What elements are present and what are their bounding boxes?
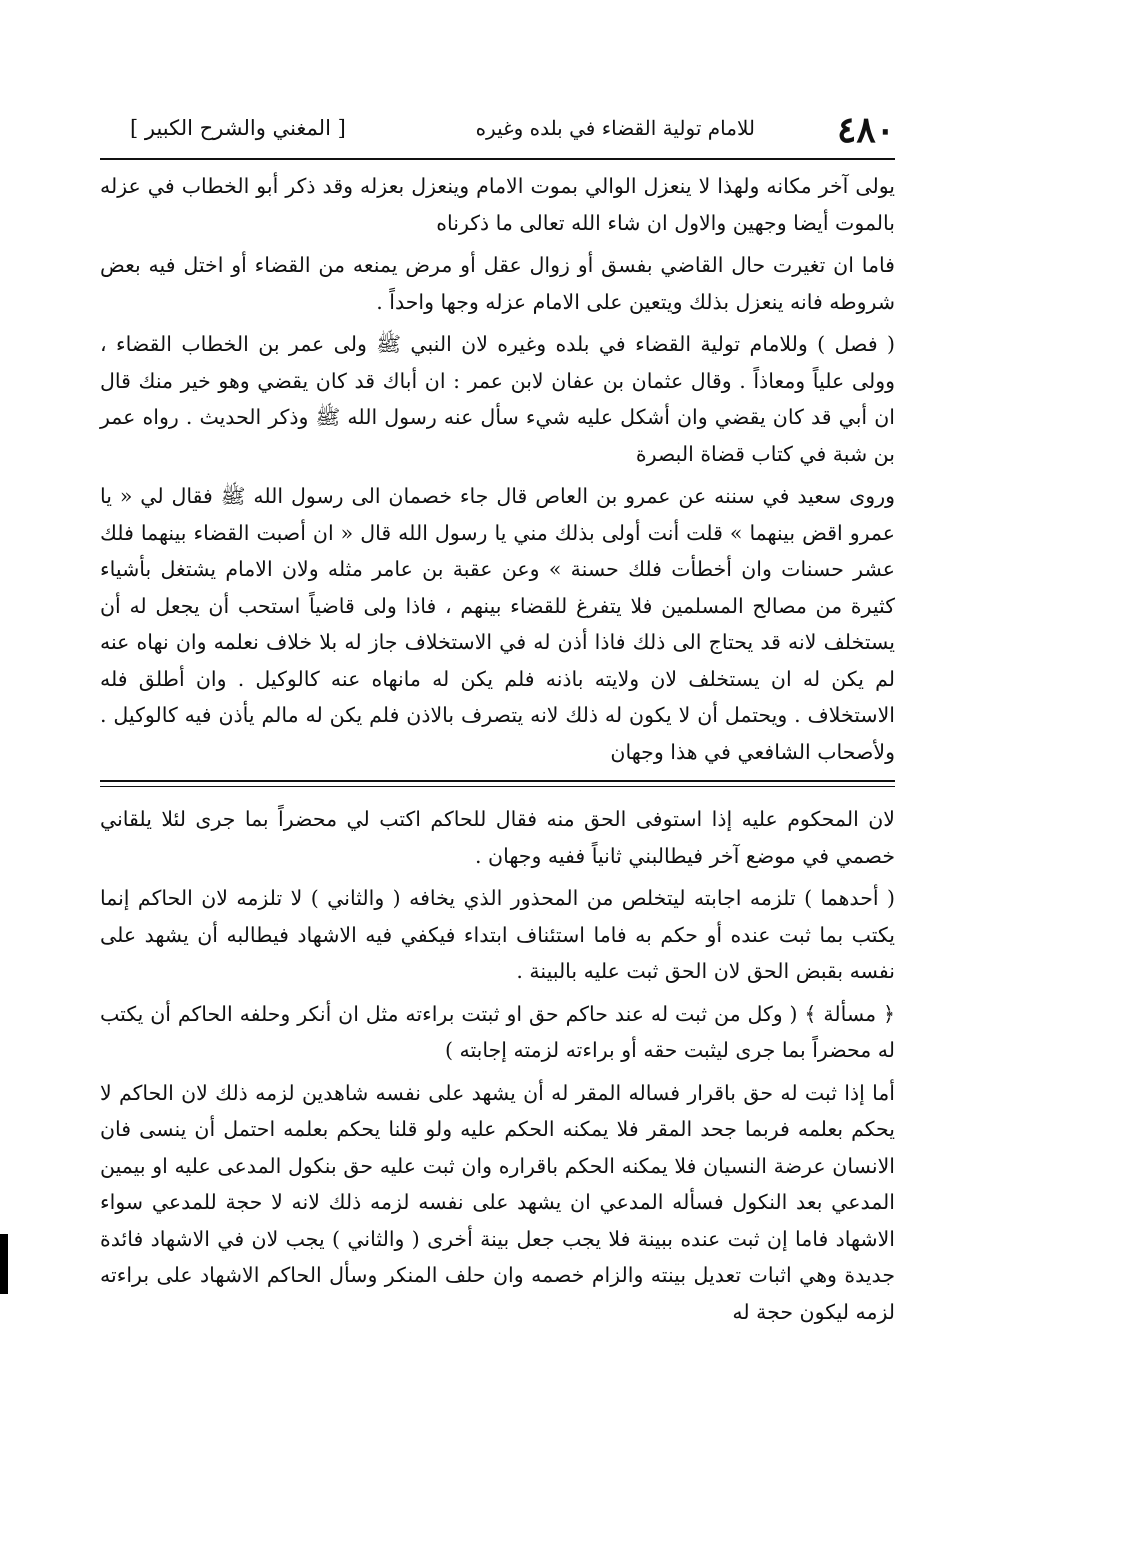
book-title: [ المغني والشرح الكبير ] — [130, 116, 346, 140]
commentary-text — [100, 801, 895, 1330]
section-divider — [100, 780, 895, 787]
commentary-paragraph: ﴿ مسألة ﴾ ( وكل من ثبت له عند حاكم حق او ثبتت براءته مثل ان أنكر وحلفه الحاكم أن يكتب له محضراً بما جرى ليثبت حقه أو براءته لزمته إجابته ) — [100, 1001, 895, 1062]
document-page — [100, 90, 895, 1330]
main-paragraph: يولى آخر مكانه ولهذا لا ينعزل الوالي بموت الامام وينعزل بعزله وقد ذكر أبو الخطاب في عزله بالموت أيضا وجهين والاول ان شاء الله تعالى ما ذكرناه — [100, 174, 895, 235]
page-header — [100, 90, 895, 150]
scan-margin-mark — [0, 1234, 8, 1294]
commentary-paragraph: لان المحكوم عليه إذا استوفى الحق منه فقال للحاكم اكتب لي محضراً بما جرى لئلا يلقاني خصمي في موضع آخر فيطالبني ثانياً ففيه وجهان . — [100, 807, 895, 868]
main-paragraph: فاما ان تغيرت حال القاضي بفسق أو زوال عقل أو مرض يمنعه من القضاء أو اختل فيه بعض شروطه فانه ينعزل بذلك ويتعين على الامام عزله وجها واحداً . — [100, 253, 895, 314]
commentary-paragraph: أما إذا ثبت له حق باقرار فساله المقر له أن يشهد على نفسه شاهدين لزمه ذلك لان الحاكم لا يحكم بعلمه فربما جحد المقر فلا يمكنه الحكم عليه ولو قلنا يحكم بعلمه احتمل أن ينسى فان الانسان عرضة النسيان فلا يمكنه الحكم باقراره وان ثبت عليه حق بنكول المدعى عليه او بيمين المدعي بعد النكول فسأله المدعي ان يشهد على نفسه لزمه ذلك لانه لا حجة للمدعي سواء الاشهاد فاما إن ثبت عنده ببينة فلا يجب جعل بينة أخرى ( والثاني ) يجب لان في الاشهاد فائدة جديدة وهي اثبات تعديل بينته والزام خصمه وان حلف المنكر وسأل الحاكم الاشهاد على براءته لزمه ليكون حجة له — [100, 1080, 895, 1324]
header-rule — [100, 158, 895, 160]
main-paragraph: وروى سعيد في سننه عن عمرو بن العاص قال جاء خصمان الى رسول الله ﷺ فقال لي « يا عمرو اقض بينهما » قلت أنت أولى بذلك مني يا رسول الله قال « ان أصبت القضاء بينهما فلك عشر حسنات وان أخطأت فلك حسنة » وعن عقبة بن عامر مثله ولان الامام يشتغل بأشياء كثيرة من مصالح المسلمين فلا يتفرغ للقضاء بينهم ، فاذا ولى قاضياً استحب أن يجعل له أن يستخلف لانه قد يحتاج الى ذلك فاذا أذن له في الاستخلاف جاز له بلا خلاف نعلمه وان نهاه عنه لم يكن له ان يستخلف لان ولايته باذنه فلم يكن له مانهاه عنه كالوكيل . وان أطلق فله الاستخلاف . ويحتمل أن لا يكون له ذلك لانه يتصرف بالاذن فلم يكن له مالم يأذن فيه كالوكيل . ولأصحاب الشافعي في هذا وجهان — [100, 484, 895, 764]
main-text — [100, 168, 895, 770]
main-paragraph: ( فصل ) وللامام تولية القضاء في بلده وغيره لان النبي ﷺ ولى عمر بن الخطاب القضاء ، وولى علياً ومعاذاً . وقال عثمان بن عفان لابن عمر : ان أباك قد كان يقضي وهو خير منك قال ان أبي قد كان يقضي وان أشكل عليه شيء سأل عنه رسول الله ﷺ وذكر الحديث . رواه عمر بن شبة في كتاب قضاة البصرة — [100, 332, 895, 466]
running-title: للامام تولية القضاء في بلده وغيره — [475, 116, 755, 140]
commentary-paragraph: ( أحدهما ) تلزمه اجابته ليتخلص من المحذور الذي يخافه ( والثاني ) لا تلزمه لان الحاكم إنما يكتب بما ثبت عنده أو حكم به فاما استئناف ابتداء فيكفي فيه الاشهاد فيطالبه أن يشهد على نفسه بقبض الحق لان الحق ثبت عليه بالبينة . — [100, 886, 895, 983]
page-number: ٤٨٠ — [836, 109, 895, 151]
